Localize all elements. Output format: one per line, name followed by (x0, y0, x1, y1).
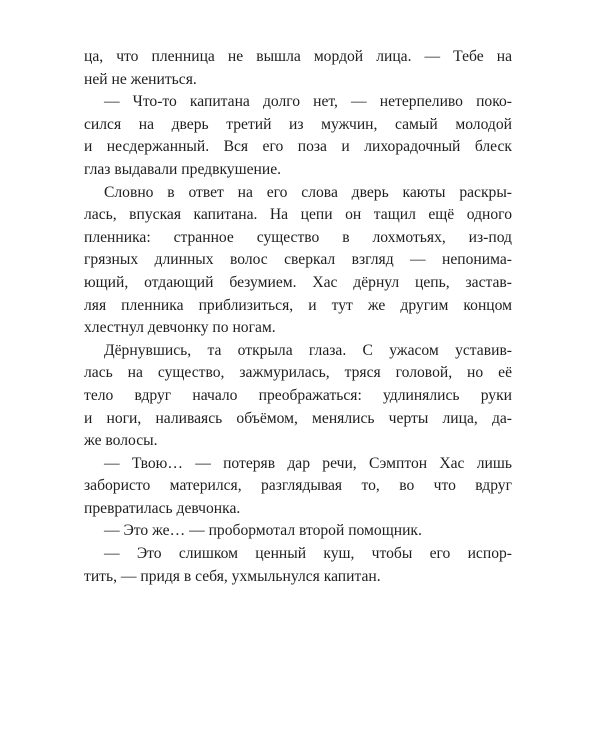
text-line: пленника: странное существо в лохмотьях, из-под (84, 228, 512, 246)
text-line: Словно в ответ на его слова дверь каюты раскры- (104, 183, 512, 201)
text-line: — Твою… — потеряв дар речи, Сэмптон Хас лишь (104, 454, 512, 472)
text-line: забористо матерился, разглядывая то, во что вдруг (84, 477, 512, 495)
paragraph (84, 543, 512, 588)
text-line: ляя пленника приблизиться, и тут же другим концом (84, 296, 512, 314)
text-line: хлестнул девчонку по ногам. (84, 319, 276, 337)
text-line: тить, — придя в себя, ухмыльнулся капитан. (84, 567, 381, 585)
text-line: сился на дверь третий из мужчин, самый молодой (84, 115, 512, 133)
text-line: грязных длинных волос сверкал взгляд — непонима- (84, 251, 512, 269)
text-line: — Это же… — пробормотал второй помощник. (104, 522, 422, 540)
paragraph (84, 182, 512, 340)
text-line: и ноги, наливаясь объёмом, менялись черты лица, да- (84, 409, 512, 427)
paragraph (84, 91, 512, 181)
text-line: лась на существо, зажмурилась, тряся головой, но её (84, 364, 512, 382)
text-line: же волосы. (84, 432, 158, 450)
text-line: — Это слишком ценный куш, чтобы его испор- (104, 545, 512, 563)
text-line: лась, впуская капитана. На цепи он тащил ещё одного (84, 206, 512, 224)
text-line: ющий, отдающий безумием. Хас дёрнул цепь, застав- (84, 273, 512, 291)
text-line: — Что-то капитана долго нет, — нетерпеливо поко- (104, 93, 512, 111)
text-line: тело вдруг начало преображаться: удлинялись руки (84, 386, 512, 404)
paragraph (84, 340, 512, 453)
text-line: ца, что пленница не вышла мордой лица. — Тебе на (84, 48, 512, 65)
paragraph (84, 46, 512, 91)
text-line: превратилась девчонка. (84, 499, 241, 517)
paragraph (84, 520, 512, 543)
text-line: Дёрнувшись, та открыла глаза. С ужасом уставив- (104, 341, 512, 359)
book-page (84, 46, 512, 588)
paragraph (84, 453, 512, 521)
text-line: глаз выдавали предвкушение. (84, 160, 282, 178)
text-line: ней не жениться. (84, 70, 197, 88)
text-line: и несдержанный. Вся его поза и лихорадочный блеск (84, 138, 512, 156)
